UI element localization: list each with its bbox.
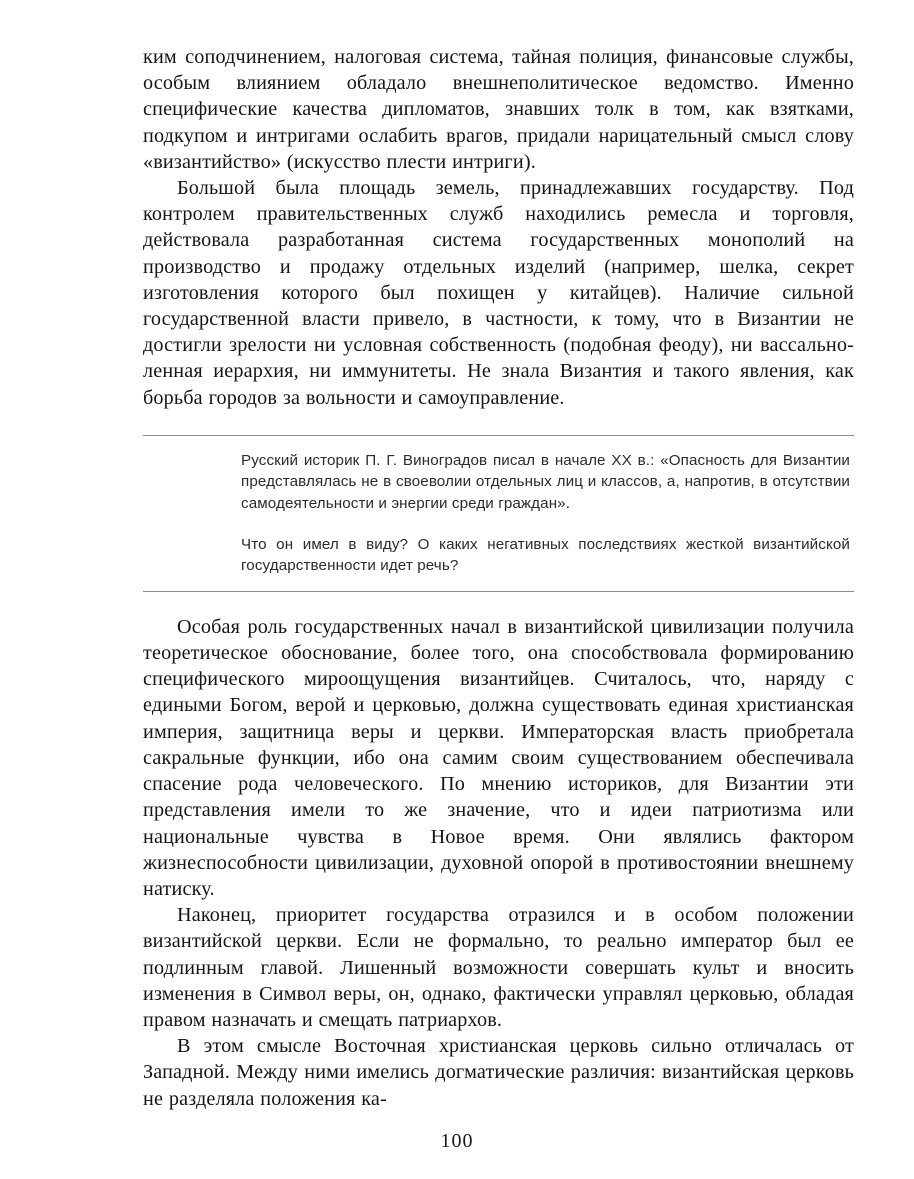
text-block-top xyxy=(143,44,854,411)
paragraph: В этом смысле Восточная христианская церковь сильно отличалась от Западной. Между ними имелись догматические различия: византийская церковь не разделяла положения ка- xyxy=(143,1035,854,1110)
paragraph: Особая роль государственных начал в византийской цивилизации получила теоретическое обоснование, более того, она способствовала формированию специфического мироощущения византийцев. Считалось, что, наряду с едиными Богом, верой и церковью, должна существовать единая христианская империя, защитница веры и церкви. Императорская власть приобретала сакральные функции, ибо она самим своим существованием обеспечивала спасение рода человеческого. По мнению историков, для Византии эти представления имели то же значение, что и идеи патриотизма или национальные чувства в Новое время. Они являлись фактором жизнеспособности цивилизации, духовной опорой в противостоянии внешнему натиску. xyxy=(143,615,854,900)
callout-question: Что он имел в виду? О каких негативных последствиях жесткой византийской государственности идет речь? xyxy=(241,536,850,575)
paragraph: Наконец, приоритет государства отразился и в особом положении византийской церкви. Если не формально, то реально император был ее подлинным главой. Лишенный возможности совершать культ и вносить изменения в Символ веры, он, однако, фактически управлял церковью, обладая правом назначать и смещать патриархов. xyxy=(143,904,854,1031)
callout-box xyxy=(143,435,854,592)
callout-quote: Русский историк П. Г. Виноградов писал в начале XX в.: «Опасность для Византии представлялась не в своеволии отдельных лиц и классов, а, напротив, в отсутствии самодеятельности и энергии среди граждан». xyxy=(241,451,850,512)
paragraph: ким соподчинением, налоговая система, тайная полиция, финансовые службы, особым влиянием обладало внешнеполитическое ведомство. Именно специфические качества дипломатов, знавших толк в том, как взятками, подкупом и интригами ослабить врагов, придали нарицательный смысл слову «византийство» (искусство плести интриги). xyxy=(143,46,854,173)
page-number: 100 xyxy=(440,1130,474,1152)
text-block-bottom xyxy=(143,614,854,1112)
paragraph: Большой была площадь земель, принадлежавших государству. Под контролем правительственных служб находились ремесла и торговля, действовала разработанная система государственных монополий на производство и продажу отдельных изделий (например, шелка, секрет изготовления которого был похищен у китайцев). Наличие сильной государственной власти привело, в частности, к тому, что в Византии не достигли зрелости ни условная собственность (подобная феоду), ни вассально-ленная иерархия, ни иммунитеты. Не знала Византия и такого явления, как борьба городов за вольности и самоуправление. xyxy=(143,177,854,409)
